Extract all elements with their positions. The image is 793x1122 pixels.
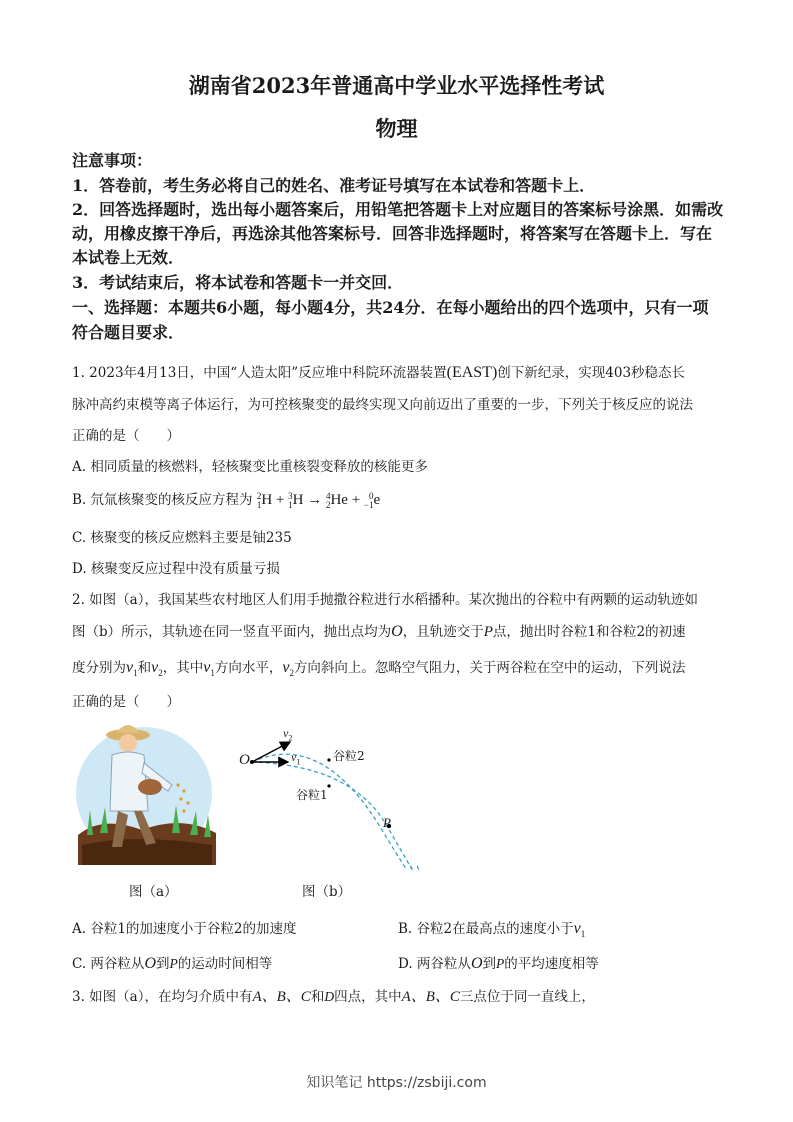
q2-line3-c: ，其中 [162,660,204,676]
q1-line1-part-b: 创下新纪录，实现403秒稳态长 [497,365,686,381]
fusion-equation: 2 1H + 3 1H → 4 2He + 0 −1e [256,490,381,510]
notice-item-2-line1: 2．回答选择题时，选出每小题答案后，用铅笔把答题卡上对应题目的答案标号涂黑．如需改 [72,200,724,219]
q3-points-abc-2: A、B、C [401,989,460,1005]
label-v2: $v_2$ [283,726,293,743]
q3-line1-b: 四点，其中 [334,989,402,1005]
q2-option-b-v1: v [573,920,581,937]
notice-item-2-line3: 本试卷上无效． [72,248,185,267]
q2-line2-a: 图（b）所示，其轨迹在同一竖直平面内，抛出点均为 [72,624,392,640]
notice-item-1: 1．答卷前，考生务必将自己的姓名、准考证号填写在本试卷和答题卡上． [72,176,596,195]
v2-symbol: v [151,659,159,676]
q2-option-d-a: D. 两谷粒从 [398,956,471,972]
q2-option-c-b: 到 [156,956,170,972]
point-o-dot [250,760,254,764]
q2-line1: 2. 如图（a），我国某些农村地区人们用手抛撒谷粒进行水稻播种。某次抛出的谷粒中有两颗的运动轨迹如 [72,592,698,608]
label-grain-2: 谷粒2 [333,749,365,763]
trajectory-grain-2 [252,754,422,870]
q1-option-a: A. 相同质量的核燃料，轻核聚变比重核裂变释放的核能更多 [72,459,428,475]
label-grain-1: 谷粒1 [296,788,328,802]
q3-points-abc: A、B、C [252,989,311,1005]
q2-option-d-c: 的平均速度相等 [504,956,599,972]
q1-option-b-text: B. 氘氚核聚变的核反应方程为 [72,492,253,508]
q2-line3-e: 方向斜向上。忽略空气阻力，关于两谷粒在空中的运动，下列说法 [293,660,686,676]
q2-option-c [72,952,272,973]
q2-option-d-b: 到 [482,956,496,972]
v2-symbol-2: v [282,659,290,676]
q2-option-d-o: O [470,955,483,972]
q2-line3-d: 方向水平， [214,660,283,676]
q2-option-c-p: P [169,956,178,971]
grain-2-dot [327,758,330,761]
q1-option-c: C. 核聚变的核反应燃料主要是铀235 [72,530,292,546]
v2-arrow [252,742,290,762]
q2-option-b-text: B. 谷粒2在最高点的速度小于 [398,921,574,937]
v1-symbol: v [126,659,134,676]
figure-b-caption: 图（b） [302,884,352,900]
section1-heading-line1: 一、选择题：本题共6小题，每小题4分，共24分．在每小题给出的四个选项中，只有一项 [72,298,709,317]
figure-a-caption: 图（a） [129,884,178,900]
label-v1: $v_1$ [291,750,301,767]
q2-option-a: A. 谷粒1的加速度小于谷粒2的加速度 [72,921,297,937]
label-v2-text: v [283,726,289,740]
q2-point-p: P [483,624,493,640]
notice-item-3: 3．考试结束后，将本试卷和答题卡一并交回． [72,273,404,292]
q1-line1 [72,361,685,382]
q2-line2-b: ，且轨迹交于 [402,624,484,640]
v1-symbol-2: v [203,659,211,676]
q2-line4: 正确的是（ ） [72,694,180,710]
farmer-sowing-illustration [72,715,222,875]
q2-option-d-p: P [496,956,505,971]
label-p: P [383,815,391,830]
q3-line1-c: 三点位于同一直线上， [459,989,595,1005]
q1-east: (EAST) [446,364,498,381]
q2-option-c-c: 的运动时间相等 [177,956,273,972]
q2-line3-b: 和 [137,660,152,676]
label-o: O [239,752,250,768]
q2-option-c-o: O [144,955,156,972]
q3-line1 [72,985,595,1006]
q1-option-d: D. 核聚变反应过程中没有质量亏损 [72,561,280,577]
q3-line1-a: 3. 如图（a），在均匀介质中有 [72,989,253,1005]
section1-heading-line2: 符合题目要求． [72,323,185,342]
exam-title: 湖南省2023年普通高中学业水平选择性考试 [188,73,605,98]
notice-heading: 注意事项： [72,151,153,170]
q2-line3: 度分别为$v_1$和$v_2$，其中$v_1$方向水平，$v_2$方向斜向上。忽略空气阻力，关于两谷粒在空中的运动，下列说法 [72,659,686,679]
q1-line2: 脉冲高约束模等离子体运行，为可控核聚变的最终实现又向前迈出了重要的一步，下列关于核反应的说法 [72,397,693,413]
footer-watermark: 知识笔记 https://zsbiji.com [306,1075,487,1091]
q2-option-c-a: C. 两谷粒从 [72,956,145,972]
q3-and: 和 [310,989,325,1005]
q3-point-d: D [324,989,335,1004]
subject-title: 物理 [375,116,418,141]
q2-option-d [398,952,599,973]
q1-line3: 正确的是（ ） [72,428,180,444]
notice-item-2-line2: 动，用橡皮擦干净后，再选涂其他答案标号．回答非选择题时，将答案写在答题卡上．写在 [72,224,713,243]
q2-line3-a: 度分别为 [72,660,126,676]
q1-line1-part-a: 1. 2023年4月13日，中国“人造太阳”反应堆中科院环流器装置 [72,365,447,381]
q2-line2 [72,620,686,641]
q1-option-b [72,488,380,510]
label-v1-text: v [291,750,297,764]
q2-line2-c: 点，抛出时谷粒1和谷粒2的初速 [492,624,686,640]
q2-option-b: B. 谷粒2在最高点的速度小于$v_1$ [398,920,586,940]
q2-point-o: O [391,623,403,640]
